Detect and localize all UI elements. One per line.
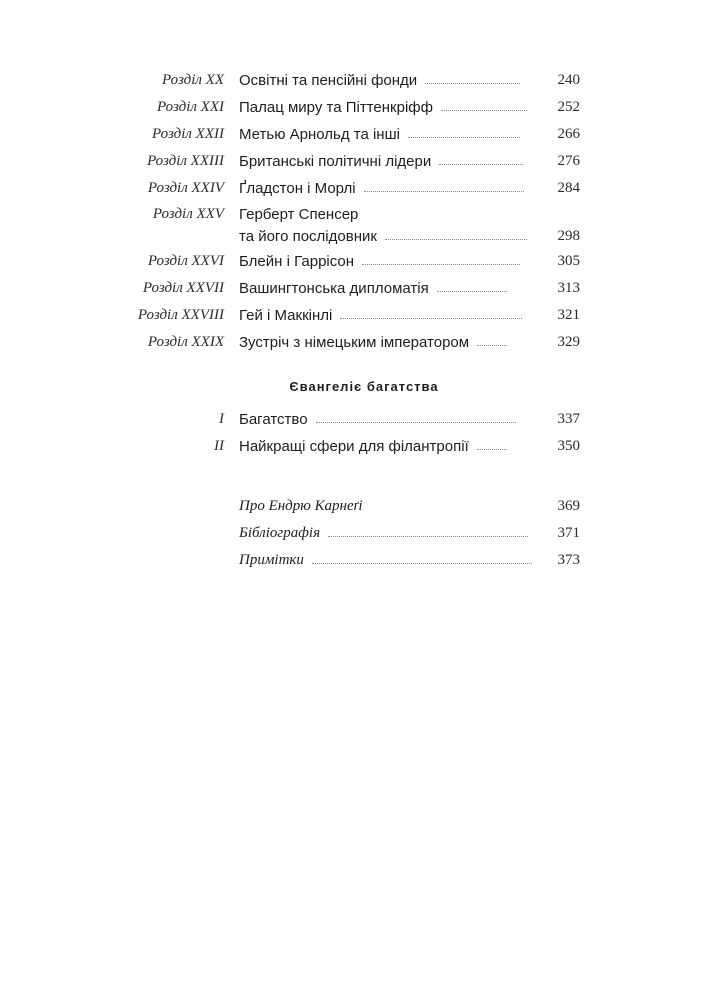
page-number: 252 xyxy=(557,99,580,115)
section-heading: Євангеліє багатства xyxy=(289,379,439,394)
dot-leader xyxy=(441,106,527,111)
page-number: 350 xyxy=(557,438,580,454)
page-number: 313 xyxy=(557,280,580,296)
chapter-label: Розділ XXIV xyxy=(147,180,224,196)
toc-entry[interactable] xyxy=(0,99,728,125)
dot-leader xyxy=(437,287,507,292)
chapter-label: Розділ XX xyxy=(162,72,224,88)
appendix-title: Бібліографія xyxy=(239,525,321,541)
toc-entry[interactable] xyxy=(0,552,728,578)
chapter-title: Ґладстон і Морлі xyxy=(239,180,356,197)
toc-entry[interactable] xyxy=(0,72,728,98)
page-number: 329 xyxy=(557,334,580,350)
page-number: 266 xyxy=(557,126,580,142)
chapter-label: Розділ XXV xyxy=(152,206,224,222)
toc-entry[interactable] xyxy=(0,153,728,179)
chapter-title: Гей і Маккінлі xyxy=(239,307,333,324)
dot-leader xyxy=(477,445,507,450)
dot-leader xyxy=(477,341,507,346)
page-number: 371 xyxy=(557,525,580,541)
chapter-label: Розділ XXII xyxy=(152,126,224,142)
toc-entry[interactable] xyxy=(0,307,728,333)
page-number: 276 xyxy=(557,153,580,169)
chapter-title: Британські політичні лідери xyxy=(239,153,432,170)
toc-entry[interactable] xyxy=(0,525,728,551)
page-number: 337 xyxy=(557,411,580,427)
dot-leader xyxy=(439,160,523,165)
toc-entry[interactable] xyxy=(0,180,728,206)
toc-entry[interactable] xyxy=(0,411,728,437)
toc-entry[interactable] xyxy=(0,498,728,524)
page-number: 284 xyxy=(557,180,580,196)
toc-entry[interactable] xyxy=(0,334,728,360)
section-entry-label: II xyxy=(214,438,224,454)
dot-leader xyxy=(362,260,520,265)
chapter-title: Палац миру та Піттенкріфф xyxy=(239,99,433,116)
dot-leader xyxy=(340,314,522,319)
chapter-title: Метью Арнольд та інші xyxy=(239,126,400,143)
section-entry-title: Багатство xyxy=(239,411,308,428)
chapter-title-line1: Герберт Спенсер xyxy=(239,206,359,223)
chapter-title: Зустріч з німецьким імператором xyxy=(239,334,470,351)
toc-entry[interactable] xyxy=(0,206,728,256)
page-number: 369 xyxy=(557,498,580,514)
dot-leader xyxy=(408,133,520,138)
chapter-title: та його послідовник xyxy=(239,228,377,245)
chapter-title: Блейн і Гаррісон xyxy=(239,253,355,270)
page-number: 321 xyxy=(557,307,580,323)
page-number: 240 xyxy=(557,72,580,88)
chapter-title: Освітні та пенсійні фонди xyxy=(239,72,418,89)
toc-entry[interactable] xyxy=(0,438,728,464)
chapter-label: Розділ XXVI xyxy=(147,253,224,269)
section-entry-label: I xyxy=(219,411,224,427)
chapter-label: Розділ XXVII xyxy=(142,280,224,296)
toc-entry[interactable] xyxy=(0,280,728,306)
dot-leader xyxy=(385,235,527,240)
page-number: 305 xyxy=(557,253,580,269)
dot-leader xyxy=(312,559,532,564)
dot-leader xyxy=(425,79,520,84)
section-entry-title: Найкращі сфери для філантропії xyxy=(239,438,469,455)
dot-leader xyxy=(316,418,516,423)
chapter-label: Розділ XXVIII xyxy=(137,307,224,323)
appendix-title: Примітки xyxy=(239,552,304,568)
appendix-title: Про Ендрю Карнеґі xyxy=(239,498,363,514)
dot-leader xyxy=(364,187,524,192)
page-number: 298 xyxy=(557,228,580,244)
chapter-title: Вашингтонська дипломатія xyxy=(239,280,429,297)
dot-leader xyxy=(328,532,528,537)
toc-entry[interactable] xyxy=(0,253,728,279)
chapter-label: Розділ XXI xyxy=(157,99,224,115)
chapter-label: Розділ XXIII xyxy=(147,153,224,169)
toc-entry[interactable] xyxy=(0,126,728,152)
chapter-label: Розділ XXIX xyxy=(147,334,224,350)
page-number: 373 xyxy=(557,552,580,568)
